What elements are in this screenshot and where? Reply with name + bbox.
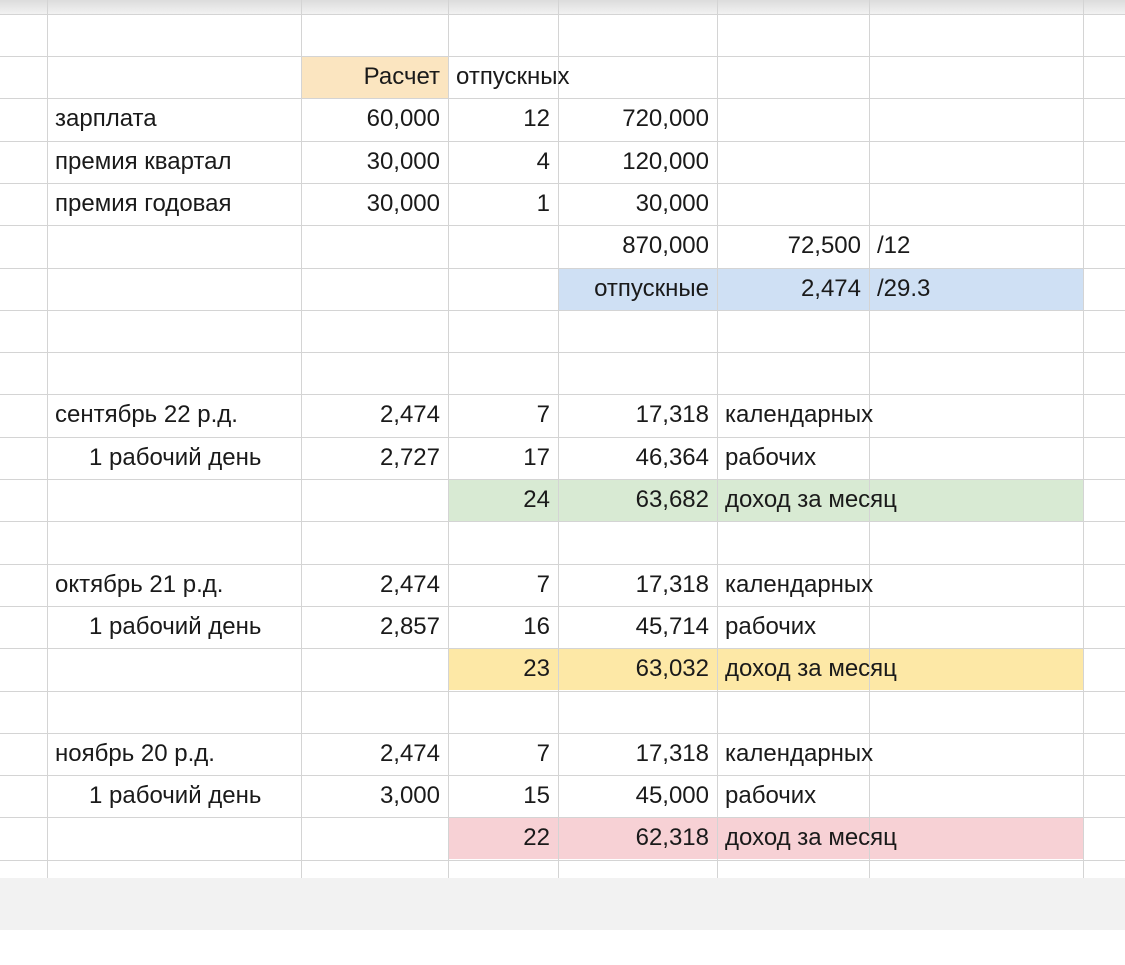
cell-r3-b[interactable]: 30,000 bbox=[366, 148, 440, 175]
column-gridline bbox=[1083, 0, 1084, 878]
cell-r10-b[interactable]: 2,727 bbox=[379, 444, 440, 471]
cell-r5-f[interactable]: /12 bbox=[877, 232, 911, 259]
sheet-bottom-area bbox=[0, 878, 1125, 930]
cell-r2-b[interactable]: 60,000 bbox=[366, 105, 440, 132]
cell-r15-d[interactable]: 63,032 bbox=[635, 655, 709, 682]
cell-r6-e[interactable]: 2,474 bbox=[800, 275, 861, 302]
cell-r18-e[interactable]: рабочих bbox=[725, 782, 817, 809]
cell-r17-d[interactable]: 17,318 bbox=[635, 740, 709, 767]
cell-r18-d[interactable]: 45,000 bbox=[635, 782, 709, 809]
cell-r19-e[interactable]: доход за месяц bbox=[725, 824, 897, 851]
page-bottom bbox=[0, 930, 1125, 965]
cell-r9-d[interactable]: 17,318 bbox=[635, 401, 709, 428]
cell-r13-a[interactable]: октябрь 21 р.д. bbox=[55, 571, 224, 598]
row-gridline bbox=[0, 310, 1125, 311]
cell-r1-b[interactable]: Расчет bbox=[363, 63, 440, 90]
cell-r15-c[interactable]: 23 bbox=[523, 655, 550, 682]
cell-r14-a[interactable]: 1 рабочий день bbox=[89, 613, 262, 640]
cell-r9-e[interactable]: календарных bbox=[725, 401, 874, 428]
cell-r2-a[interactable]: зарплата bbox=[55, 105, 157, 132]
cell-r4-c[interactable]: 1 bbox=[536, 190, 550, 217]
cell-r11-c[interactable]: 24 bbox=[523, 486, 550, 513]
cell-r18-a[interactable]: 1 рабочий день bbox=[89, 782, 262, 809]
cell-r14-e[interactable]: рабочих bbox=[725, 613, 817, 640]
cell-r10-c[interactable]: 17 bbox=[523, 444, 550, 471]
cell-r4-b[interactable]: 30,000 bbox=[366, 190, 440, 217]
cell-r6-f[interactable]: /29.3 bbox=[877, 275, 931, 302]
cell-r18-b[interactable]: 3,000 bbox=[379, 782, 440, 809]
cell-r10-d[interactable]: 46,364 bbox=[635, 444, 709, 471]
row-gridline bbox=[0, 691, 1125, 692]
cell-r19-c[interactable]: 22 bbox=[523, 824, 550, 851]
cell-r9-a[interactable]: сентябрь 22 р.д. bbox=[55, 401, 238, 428]
cell-r4-a[interactable]: премия годовая bbox=[55, 190, 232, 217]
cell-r3-c[interactable]: 4 bbox=[536, 148, 550, 175]
cell-r14-d[interactable]: 45,714 bbox=[635, 613, 709, 640]
cell-r11-d[interactable]: 63,682 bbox=[635, 486, 709, 513]
cell-r2-d[interactable]: 720,000 bbox=[622, 105, 709, 132]
cell-r1-c[interactable]: отпускных bbox=[456, 63, 570, 90]
cell-r15-e[interactable]: доход за месяц bbox=[725, 655, 897, 682]
cell-r10-e[interactable]: рабочих bbox=[725, 444, 817, 471]
row-gridline bbox=[0, 860, 1125, 861]
cell-r4-d[interactable]: 30,000 bbox=[635, 190, 709, 217]
cell-r5-d[interactable]: 870,000 bbox=[622, 232, 709, 259]
cell-r17-a[interactable]: ноябрь 20 р.д. bbox=[55, 740, 215, 767]
cell-r13-e[interactable]: календарных bbox=[725, 571, 874, 598]
cell-r17-c[interactable]: 7 bbox=[536, 740, 550, 767]
cell-r19-d[interactable]: 62,318 bbox=[635, 824, 709, 851]
cell-r11-e[interactable]: доход за месяц bbox=[725, 486, 897, 513]
row-gridline bbox=[0, 521, 1125, 522]
cell-r13-d[interactable]: 17,318 bbox=[635, 571, 709, 598]
row-gridline bbox=[0, 14, 1125, 15]
cell-r2-c[interactable]: 12 bbox=[523, 105, 550, 132]
cell-r9-c[interactable]: 7 bbox=[536, 401, 550, 428]
cell-r13-b[interactable]: 2,474 bbox=[379, 571, 440, 598]
cell-r3-d[interactable]: 120,000 bbox=[622, 148, 709, 175]
cell-r14-b[interactable]: 2,857 bbox=[379, 613, 440, 640]
cell-r9-b[interactable]: 2,474 bbox=[379, 401, 440, 428]
header-strip bbox=[0, 0, 1125, 14]
cell-r13-c[interactable]: 7 bbox=[536, 571, 550, 598]
cell-r17-e[interactable]: календарных bbox=[725, 740, 874, 767]
cell-r17-b[interactable]: 2,474 bbox=[379, 740, 440, 767]
cell-r3-a[interactable]: премия квартал bbox=[55, 148, 232, 175]
cell-r5-e[interactable]: 72,500 bbox=[787, 232, 861, 259]
cell-r14-c[interactable]: 16 bbox=[523, 613, 550, 640]
cell-r6-d[interactable]: отпускные bbox=[594, 275, 709, 302]
row-gridline bbox=[0, 352, 1125, 353]
cell-r10-a[interactable]: 1 рабочий день bbox=[89, 444, 262, 471]
cell-r18-c[interactable]: 15 bbox=[523, 782, 550, 809]
